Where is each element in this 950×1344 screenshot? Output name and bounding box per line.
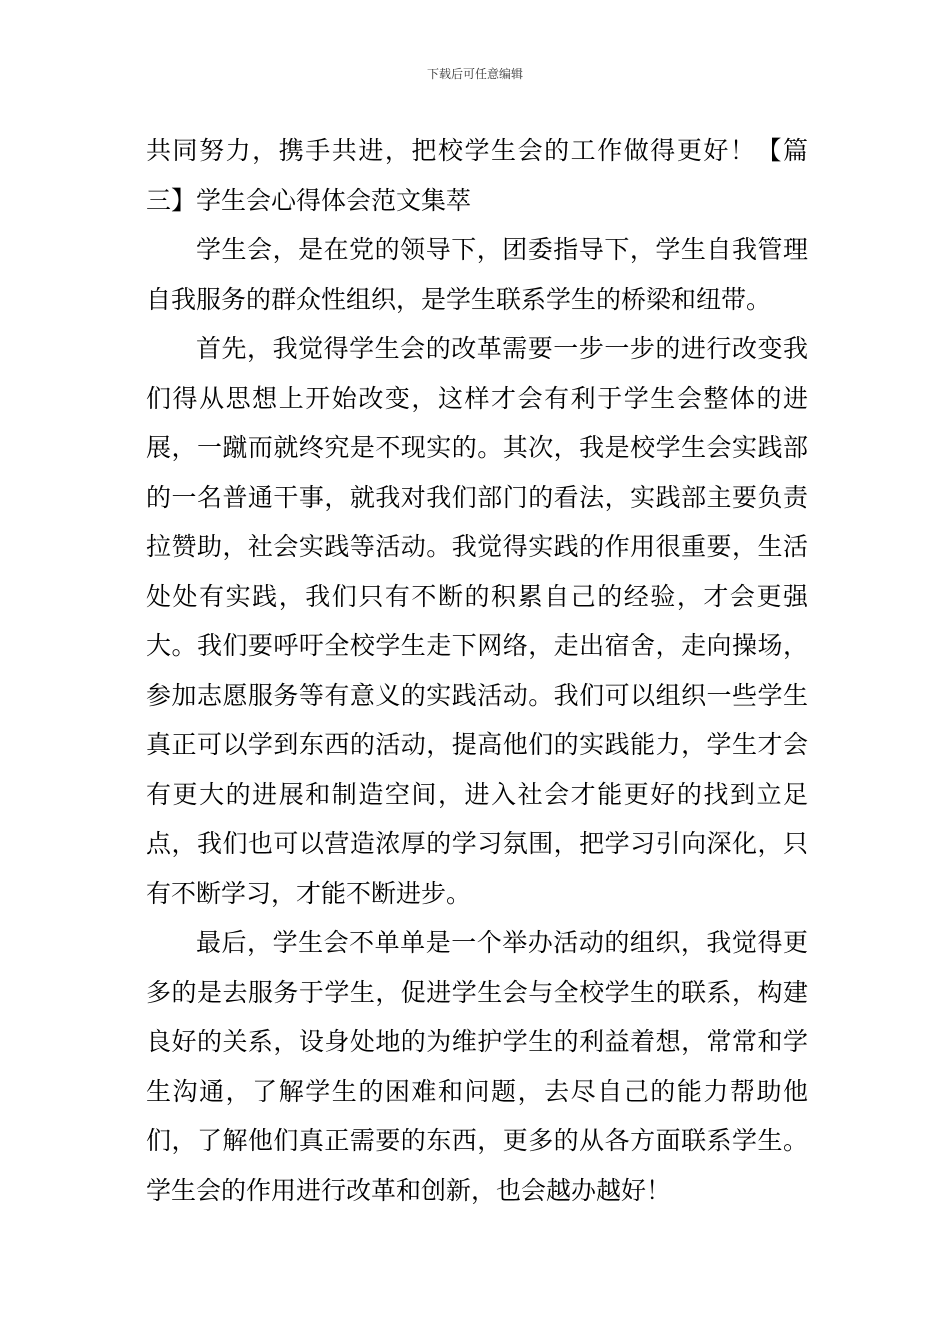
- paragraph-1: 共同努力，携手共进，把校学生会的工作做得更好！【篇三】学生会心得体会范文集萃: [146, 136, 808, 215]
- paragraph-2: 学生会，是在党的领导下，团委指导下，学生自我管理自我服务的群众性组织，是学生联系学生的桥梁和纽带。: [146, 235, 808, 314]
- paragraph-4: 最后，学生会不单单是一个举办活动的组织，我觉得更多的是去服务于学生，促进学生会与全校学生的联系，构建良好的关系，设身处地的为维护学生的利益着想，常常和学生沟通，了解学生的困难和问题，去尽自己的能力帮助他们，了解他们真正需要的东西，更多的从各方面联系学生。学生会的作用进行改革和创新，也会越办越好！: [146, 928, 808, 1205]
- page-header: 下载后可任意编辑: [426, 67, 523, 81]
- document-body: [146, 126, 808, 1215]
- paragraph-3: 首先，我觉得学生会的改革需要一步一步的进行改变我们得从思想上开始改变，这样才会有利于学生会整体的进展，一蹴而就终究是不现实的。其次，我是校学生会实践部的一名普通干事，就我对我们部门的看法，实践部主要负责拉赞助，社会实践等活动。我觉得实践的作用很重要，生活处处有实践，我们只有不断的积累自己的经验，才会更强大。我们要呼吁全校学生走下网络，走出宿舍，走向操场，参加志愿服务等有意义的实践活动。我们可以组织一些学生真正可以学到东西的活动，提高他们的实践能力，学生才会有更大的进展和制造空间，进入社会才能更好的找到立足点，我们也可以营造浓厚的学习氛围，把学习引向深化，只有不断学习，才能不断进步。: [146, 334, 808, 908]
